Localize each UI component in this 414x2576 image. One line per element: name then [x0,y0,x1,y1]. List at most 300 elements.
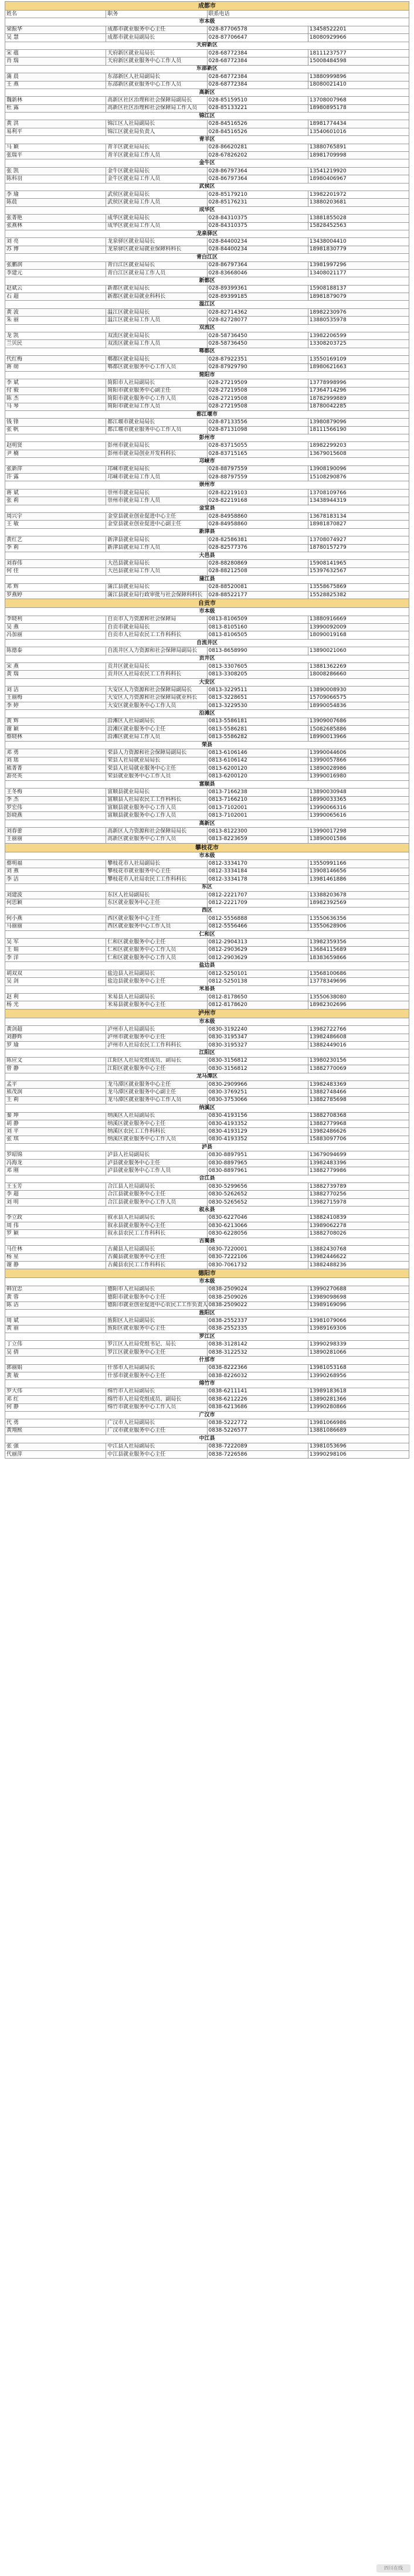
table-row [5,647,409,655]
table-row [5,426,409,434]
district-name: 叙永县 [5,1207,409,1214]
office-phone: 0838-6213686 [207,1403,308,1411]
district-name: 大邑县 [5,552,409,559]
mobile-phone: 13708007968 [308,97,409,104]
contact-title: 温江区就业局局长 [106,308,207,316]
table-row [5,749,409,757]
office-phone: 028-84310375 [207,222,308,230]
office-phone: 028-27219509 [207,379,308,387]
district-header-row [5,301,409,308]
contact-name: 曾 静 [5,1065,106,1073]
district-header-row [5,348,409,355]
office-phone: 0812-3334178 [207,876,308,883]
mobile-phone: 13678183134 [308,513,409,521]
contact-title: 古蔺县农民工工作科科长 [106,1261,207,1269]
contact-title: 武侯区就业局工作人员 [106,199,207,206]
mobile-phone: 13882779986 [308,1167,409,1175]
contact-title: 崇州市就业局工作人员 [106,497,207,505]
contact-name: 冯海龙 [5,1159,106,1167]
contact-name: 黄翔熙 [5,1427,106,1435]
contact-name: 王 莉 [5,1096,106,1104]
contact-name: 宋 燕 [5,663,106,671]
mobile-phone: 18008286660 [308,671,409,678]
table-row [5,876,409,883]
contact-title: 天府新区就业局局长 [106,49,207,57]
contact-title: 古蔺县人社局副局长 [106,1246,207,1253]
mobile-phone: 13408021177 [308,269,409,277]
mobile-phone: 13880535978 [308,317,409,324]
mobile-phone: 17364714296 [308,387,409,395]
table-row [5,104,409,112]
district-header-row [5,18,409,26]
mobile-phone: 13684115689 [308,946,409,954]
contact-title: 双流区就业局局长 [106,332,207,340]
contact-title: 荣县人力资源和社会保障局副局长 [106,749,207,757]
contact-title: 仁和区就业服务中心主任 [106,939,207,946]
contact-name: 刘 洁 [5,687,106,694]
contact-title: 沿滩区就业服务中心主任 [106,726,207,733]
contact-title: 攀枝花市人社局副局长 [106,860,207,868]
mobile-phone: 13778998996 [308,379,409,387]
district-header-row [5,576,409,583]
contact-title: 金牛区就业局工作人员 [106,175,207,183]
mobile-phone: 13908146656 [308,868,409,875]
mobile-phone: 13568100686 [308,970,409,977]
district-header-row [5,710,409,718]
contact-title: 自流井区人力资源和社会保障局副局长 [106,647,207,655]
office-phone: 028-83668046 [207,269,308,277]
table-row [5,915,409,923]
column-header-row [5,11,409,18]
contact-title: 龙马潭区就业服务中心副主任 [106,1089,207,1096]
district-name: 双流区 [5,324,409,332]
office-phone: 0830-8897965 [207,1159,308,1167]
office-phone: 0813-6106142 [207,757,308,764]
office-phone: 0830-4193352 [207,1136,308,1143]
table-row [5,1286,409,1293]
district-header-row [5,434,409,442]
district-name: 市本级 [5,608,409,616]
contact-title: 高新区社区治理和社会保障局副局长 [106,97,207,104]
mobile-phone: 13989098698 [308,1294,409,1301]
mobile-phone: 18981709998 [308,152,409,159]
contact-title: 简阳市就业服务中心副主任 [106,387,207,395]
district-name: 东部新区 [5,65,409,73]
table-row [5,489,409,497]
office-phone: 0830-3769251 [207,1089,308,1096]
table-row [5,1341,409,1348]
mobile-phone: 13550991166 [308,860,409,868]
office-phone: 028-58736450 [207,332,308,340]
mobile-phone: 18782999889 [308,395,409,403]
table-row [5,26,409,33]
mobile-phone: 13982359356 [308,939,409,946]
contact-title: 彭州市就业局局长 [106,442,207,450]
district-name: 广汉市 [5,1411,409,1419]
office-phone: 028-86797364 [207,167,308,175]
mobile-phone: 13890028986 [308,765,409,773]
table-row [5,544,409,552]
contact-title: 彭州市就业局创业开发科科长 [106,450,207,457]
district-name: 市本级 [5,18,409,26]
contact-title: 郫都区就业服务中心工作人员 [106,363,207,371]
mobile-phone: 13990066316 [308,804,409,812]
mobile-phone: 18990054836 [308,702,409,709]
contact-title: 青白江区就业局局长 [106,261,207,269]
district-header-row [5,42,409,49]
district-header-row [5,1309,409,1317]
contact-name: 孟平 [5,1080,106,1088]
mobile-phone: 15397632567 [308,567,409,575]
office-phone: 0838-6211141 [207,1388,308,1395]
office-phone: 0813-8105160 [207,624,308,631]
office-phone: 028-86620281 [207,144,308,151]
table-row [5,73,409,81]
office-phone: 028-85176231 [207,199,308,206]
mobile-phone: 13708074927 [308,536,409,544]
office-phone: 0813-6106146 [207,749,308,757]
mobile-phone: 13882739789 [308,1183,409,1191]
contact-name: 吴 剑 [5,978,106,985]
mobile-phone: 13890008930 [308,687,409,694]
contact-title: 富顺县就业服务中心工作人员 [106,804,207,812]
contact-name: 吴 倩 [5,1348,106,1356]
office-phone: 0812-2903629 [207,954,308,962]
table-row [5,671,409,678]
mobile-phone: 18383659866 [308,954,409,962]
contact-title: 攀枝花市就业服务中心主任 [106,868,207,875]
table-row [5,1112,409,1120]
district-name: 什邡市 [5,1357,409,1364]
mobile-phone: 13882430768 [308,1246,409,1253]
office-phone: 0812-2221707 [207,891,308,899]
contact-title: 广汉市就业服务中心主任 [106,1427,207,1435]
office-phone: 0813-8106505 [207,631,308,639]
contact-title: 什邡市就业服务中心主任 [106,1372,207,1380]
contact-name: 李 斌 [5,379,106,387]
mobile-phone: 13541219920 [308,167,409,175]
table-row [5,789,409,796]
mobile-phone: 13882770256 [308,1191,409,1198]
mobile-phone: 13990016980 [308,773,409,780]
contact-name: 钱 锋 [5,419,106,426]
contact-title: 叙永县农民工工作科科长 [106,1230,207,1238]
contact-name: 何 佳 [5,567,106,575]
table-row [5,1001,409,1009]
mobile-phone: 13989183618 [308,1388,409,1395]
mobile-phone: 13438944319 [308,497,409,505]
office-phone: 0830-3156812 [207,1057,308,1065]
contact-title: 自贡市人力资源和社会保障局 [106,616,207,623]
district-header-row [5,780,409,788]
contact-title: 泸县就业服务中心工作人员 [106,1167,207,1175]
district-header-row [5,65,409,73]
table-row [5,1364,409,1372]
district-name: 仁和区 [5,930,409,938]
contact-title: 龙泉驿区就业局就业保障科科长 [106,246,207,253]
office-phone: 028-86797364 [207,175,308,183]
district-name: 郫都区 [5,348,409,355]
office-phone: 0838-5226577 [207,1427,308,1435]
office-phone: 0813-3308205 [207,671,308,678]
contact-name: 魏新林 [5,97,106,104]
mobile-phone: 13550628906 [308,923,409,930]
office-phone: 028-84958860 [207,513,308,521]
contact-name: 陈科羽 [5,175,106,183]
contact-name: 吴 燕 [5,624,106,631]
table-row [5,1222,409,1229]
table-row [5,1419,409,1427]
table-row [5,624,409,631]
district-name: 高新区 [5,820,409,827]
mobile-phone: 18980621663 [308,363,409,371]
table-row [5,1403,409,1411]
district-name: 崇州市 [5,481,409,489]
office-phone: 028-87922351 [207,356,308,363]
office-phone: 0813-8223659 [207,835,308,843]
office-phone: 0812-8178620 [207,1001,308,1009]
contact-name: 张 莉 [5,497,106,505]
table-row [5,954,409,962]
contact-title: 新都区就业局局长 [106,285,207,293]
city-header-row [5,2,409,11]
mobile-phone: 13982201972 [308,191,409,198]
contact-title: 青羊区就业局局长 [106,144,207,151]
district-name: 盐边县 [5,962,409,970]
contact-name: 邓 红 [5,1396,106,1403]
mobile-phone: 13990065616 [308,812,409,820]
office-phone: 028-85133221 [207,104,308,112]
office-phone: 0813-8658990 [207,647,308,655]
mobile-phone: 13708109766 [308,489,409,497]
district-header-row [5,741,409,749]
contact-name: 王丽梅 [5,694,106,702]
contact-name: 熊茂润 [5,1089,106,1096]
table-row [5,97,409,104]
office-phone: 0838-2509022 [207,1301,308,1309]
table-row [5,269,409,277]
mobile-phone: 13990017298 [308,828,409,835]
contact-name: 马 颖 [5,144,106,151]
contact-title: 东区人社局副局长 [106,891,207,899]
contact-title: 西区就业服务中心工作人员 [106,923,207,930]
district-header-row [5,1049,409,1057]
mobile-phone: 18980406967 [308,175,409,183]
district-name: 西区 [5,907,409,915]
mobile-phone: 15908188137 [308,285,409,293]
contact-name: 张 琪 [5,1136,106,1143]
contact-title: 沿滩区人社局副局长 [106,718,207,725]
contact-title: 沿滩区就业局工作人员 [106,733,207,741]
mobile-phone: 13908190096 [308,465,409,473]
contact-title: 富顺县就业服务中心工作人员 [106,812,207,820]
mobile-phone: 13882785698 [308,1096,409,1104]
mobile-phone: 13308203725 [308,340,409,348]
table-row [5,567,409,575]
office-phone: 028-82728077 [207,317,308,324]
district-name: 都江堰市 [5,410,409,418]
mobile-phone: 13890030948 [308,789,409,796]
mobile-phone: 13438004410 [308,238,409,246]
mobile-phone: 13990298339 [308,1341,409,1348]
table-row [5,1042,409,1049]
district-header-row [5,481,409,489]
contact-name: 李 婷 [5,702,106,709]
table-row [5,1427,409,1435]
district-name: 青白江区 [5,254,409,261]
office-phone: 0813-6200120 [207,773,308,780]
contact-table [5,1,409,1459]
office-phone: 0830-5262652 [207,1191,308,1198]
table-row [5,1325,409,1333]
mobile-phone: 13990057866 [308,757,409,764]
office-phone: 0813-7166238 [207,789,308,796]
contact-name: 张菁艳 [5,215,106,222]
district-name: 古蔺县 [5,1238,409,1245]
mobile-phone: 13981053696 [308,1443,409,1450]
contact-name: 郭丽娟 [5,1364,106,1372]
contact-title: 大安区就业服务中心工作人员 [106,702,207,709]
table-row [5,144,409,151]
office-phone: 0830-7220001 [207,1246,308,1253]
table-row [5,474,409,481]
table-row [5,1026,409,1034]
contact-title: 郫都区就业局局长 [106,356,207,363]
table-row [5,536,409,544]
office-phone: 028-84516526 [207,128,308,135]
table-row [5,34,409,42]
office-phone: 028-82219103 [207,489,308,497]
contact-name: 宋 蕴 [5,49,106,57]
table-row [5,1317,409,1325]
office-phone: 0812-2903629 [207,946,308,954]
office-phone: 028-88212508 [207,567,308,575]
contact-name: 苏 博 [5,246,106,253]
table-row [5,81,409,89]
contact-title: 简阳市人社局副局长 [106,379,207,387]
office-phone: 0812-3334170 [207,860,308,868]
office-phone: 0813-8122300 [207,828,308,835]
city-name: 成都市 [5,2,409,11]
contact-name: 杨 星 [5,1253,106,1261]
contact-title: 罗江区人社局党组书记、局长 [106,1341,207,1348]
district-header-row [5,907,409,915]
contact-title: 德阳市人社局副局长 [106,1286,207,1293]
mobile-phone: 13981461886 [308,876,409,883]
contact-name: 陈 洁 [5,1301,106,1309]
mobile-phone: 13778349696 [308,978,409,985]
office-phone: 0812-2904313 [207,939,308,946]
office-phone: 028-68772384 [207,81,308,89]
contact-name: 罗宏伟 [5,804,106,812]
contact-title: 金堂县就业创业促进中心主任 [106,513,207,521]
table-row [5,1159,409,1167]
table-row [5,1443,409,1450]
contact-name: 黄 辉 [5,718,106,725]
contact-name: 李建元 [5,269,106,277]
table-row [5,513,409,521]
office-phone: 028-87706578 [207,26,308,33]
contact-name: 蒋 勋 [5,363,106,371]
table-row [5,387,409,395]
office-phone: 0838-3122532 [207,1348,308,1356]
district-name: 市本级 [5,852,409,860]
contact-name: 黄 丽 [5,1325,106,1333]
contact-name: 代丽萍 [5,1450,106,1458]
contact-name: 王 燕 [5,81,106,89]
district-name: 简阳市 [5,371,409,379]
mobile-phone: 13550169109 [308,356,409,363]
contact-name: 陈 杰 [5,395,106,403]
table-row [5,702,409,709]
office-phone: 0813-5586281 [207,726,308,733]
district-name: 龙马潭区 [5,1073,409,1080]
contact-name: 黄 敏 [5,1372,106,1380]
table-row [5,726,409,733]
contact-name: 张新萍 [5,465,106,473]
office-phone: 0838-6212226 [207,1396,308,1403]
mobile-phone: 13990044606 [308,749,409,757]
contact-name: 王丽丽 [5,835,106,843]
table-row [5,1128,409,1136]
city-name: 泸州市 [5,1009,409,1018]
mobile-phone: 13890001586 [308,835,409,843]
table-row [5,923,409,930]
contact-title: 古蔺县就业服务中心主任 [106,1253,207,1261]
table-row [5,497,409,505]
table-row [5,1396,409,1403]
office-phone: 028-27219508 [207,395,308,403]
contact-title: 仁和区就业服务中心工作人员 [106,946,207,954]
district-name: 蒲江县 [5,576,409,583]
table-row [5,442,409,450]
table-row [5,812,409,820]
mobile-phone: 18780157279 [308,544,409,552]
city-name: 自贡市 [5,599,409,608]
contact-name: 蒋 斌 [5,489,106,497]
office-phone: 0812-3334184 [207,868,308,875]
table-row [5,994,409,1001]
district-name: 成华区 [5,206,409,214]
table-row [5,332,409,340]
table-row [5,167,409,175]
contact-name: 代 勇 [5,1419,106,1427]
office-phone: 0812-5556466 [207,923,308,930]
district-header-row [5,1411,409,1419]
contact-name: 赵斌云 [5,285,106,293]
contact-title: 泸县人社局副局长 [106,1151,207,1159]
contact-title: 合江县就业服务中心工作人员 [106,1198,207,1206]
office-phone: 0813-6200120 [207,765,308,773]
table-row [5,835,409,843]
table-row [5,1080,409,1088]
office-phone: 028-88520081 [207,583,308,591]
table-row [5,939,409,946]
office-phone: 028-88280869 [207,560,308,567]
contact-title: 罗江区就业服务中心主任 [106,1348,207,1356]
mobile-phone: 15908141965 [308,560,409,567]
mobile-phone: 13982483369 [308,1080,409,1088]
district-name: 彭州市 [5,434,409,442]
district-name: 泸县 [5,1144,409,1151]
district-name: 温江区 [5,301,409,308]
table-row [5,631,409,639]
table-row [5,899,409,907]
mobile-phone: 15883097706 [308,1136,409,1143]
district-header-row [5,277,409,285]
contact-title: 青羊区就业局工作人员 [106,152,207,159]
office-phone: 0830-5265652 [207,1198,308,1206]
